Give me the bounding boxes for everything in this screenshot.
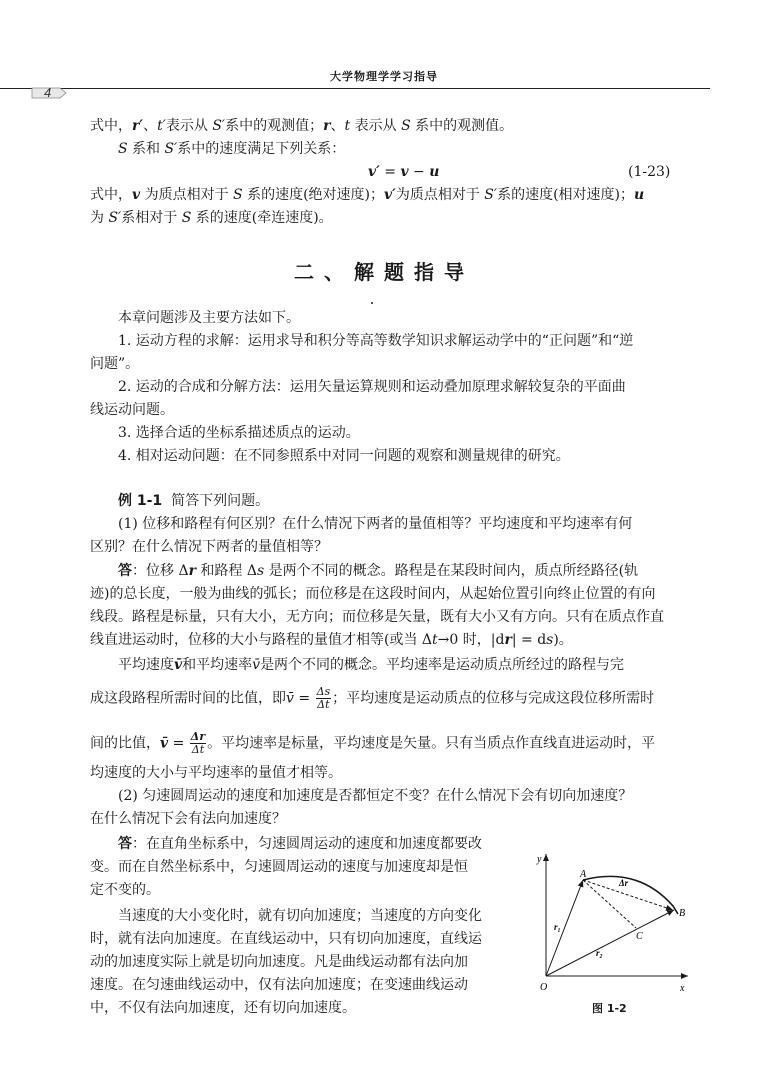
r1-vector bbox=[546, 880, 583, 976]
label-y: y bbox=[537, 854, 542, 865]
question-1-line-2: 区别？在什么情况下两者的量值相等？ bbox=[90, 539, 328, 555]
answer-2-line-4: 当速度的大小变化时，就有切向加速度；当速度的方向变化 bbox=[118, 908, 482, 924]
answer-2-line-3: 定不变的。 bbox=[90, 882, 160, 898]
label-b: B bbox=[679, 908, 686, 919]
figure-caption: 图 1-2 bbox=[592, 1002, 627, 1015]
answer-label: 答 bbox=[118, 563, 132, 579]
answer-2-label: 答 bbox=[118, 836, 132, 852]
question-2-line-1: (2) 匀速圆周运动的速度和加速度是否都恒定不变？在什么情况下会有切向加速度？ bbox=[118, 788, 633, 804]
question-2-line-2: 在什么情况下会有法向加速度？ bbox=[90, 811, 286, 827]
page-number: 4 bbox=[44, 85, 52, 100]
equation-number: (1-23) bbox=[628, 164, 671, 180]
answer-2-line-7: 速度。在匀速曲线运动中，仅有法向加速度；在变速曲线运动 bbox=[90, 977, 468, 993]
page-number-badge bbox=[30, 80, 70, 106]
answer-2-line-5: 时，就有法向加速度。在直线运动中，只有切向加速度，直线运 bbox=[90, 931, 482, 947]
answer-2-line-6: 动的加速度实际上就是切向加速度。凡是曲线运动都有法向加 bbox=[90, 954, 468, 970]
figure-1-2 bbox=[528, 848, 703, 1000]
label-a: A bbox=[580, 869, 587, 880]
question-1-line-1: (1) 位移和路程有何区别？在什么情况下两者的量值相等？平均速度和平均速率有何 bbox=[118, 516, 633, 532]
answer-1-line-3: 线段。路程是标量，只有大小，无方向；而位移是矢量，既有大小又有方向。只有在质点作直 bbox=[90, 609, 664, 625]
answer-1-line-4: 线直进运动时，位移的大小与路程的量值才相等(或当 Δt→0 时，|dr| = ds)。 bbox=[90, 632, 573, 648]
paragraph-2-line-1: 平均速度v̄和平均速率v̄是两个不同的概念。平均速率是运动质点所经过的路程与完 bbox=[118, 657, 625, 673]
r2-vector bbox=[546, 910, 674, 976]
answer-2-line-1: 答：在直角坐标系中，匀速圆周运动的速度和加速度都要改 bbox=[118, 836, 482, 852]
equation-1-23: v′ = v − u bbox=[368, 164, 440, 180]
intro-line-4: 为 S′系相对于 S 系的速度(牵连速度)。 bbox=[90, 210, 333, 226]
intro-line-2: S 系和 S′系中的速度满足下列关系： bbox=[118, 141, 346, 157]
method-4: 4. 相对运动问题：在不同参照系中对同一问题的观察和测量规律的研究。 bbox=[118, 448, 570, 464]
header-rule bbox=[0, 88, 710, 89]
paragraph-2-line-2: 成这段路程所需时间的比值，即v̄ = $\frac{\Delta s}{\Delta t}$ ；平均速度是运动质点的位移与完成这段位移所需时 bbox=[90, 685, 655, 711]
methods-intro: 本章问题涉及主要方法如下。 bbox=[118, 310, 300, 326]
method-3: 3. 选择合适的坐标系描述质点的运动。 bbox=[118, 425, 360, 441]
intro-line-3: 式中，v 为质点相对于 S 系的速度(绝对速度)；v′为质点相对于 S′系的速度(相对速度)；u bbox=[90, 187, 645, 203]
label-r2: r₂ bbox=[596, 948, 603, 958]
label-o: O bbox=[540, 982, 548, 993]
stray-dot bbox=[371, 302, 373, 304]
label-x: x bbox=[680, 983, 685, 994]
example-title: 例 1-1 简答下列问题。 bbox=[118, 493, 270, 509]
answer-1-line-2: 迹)的总长度，一般为曲线的弧长；而位移是在这段时间内，从起始位置引向终止位置的有向 bbox=[90, 586, 656, 602]
label-r1: r₁ bbox=[554, 922, 561, 932]
answer-2-line-8: 中，不仅有法向加速度，还有切向加速度。 bbox=[90, 1000, 356, 1016]
intro-line-1: 式中，r′、t′表示从 S′系中的观测值；r、t 表示从 S 系中的观测值。 bbox=[90, 118, 514, 134]
trajectory-curve bbox=[583, 876, 678, 914]
section-heading: 二、解题指导 bbox=[294, 260, 474, 284]
paragraph-2-line-3: 间的比值，v̄ = $\frac{\Delta r}{\Delta t}$ 。平均速率是标量，平均速度是矢量。只有当质点作直线直进运动时，平 bbox=[90, 730, 656, 756]
method-2-line-2: 线运动问题。 bbox=[90, 402, 174, 418]
fraction-ds-dt: $\frac{\Delta s}{\Delta t}$ bbox=[316, 685, 331, 711]
label-c: C bbox=[636, 931, 643, 942]
answer-2-line-2: 变。而在自然坐标系中，匀速圆周运动的速度与加速度却是恒 bbox=[90, 859, 468, 875]
answer-1-line-1: 答：位移 Δr 和路程 Δs 是两个不同的概念。路程是在某段时间内，质点所经路径(轨 bbox=[118, 563, 639, 579]
method-2-line-1: 2. 运动的合成和分解方法：运用矢量运算规则和运动叠加原理求解较复杂的平面曲 bbox=[118, 379, 626, 395]
method-1-line-1: 1. 运动方程的求解：运用求导和积分等高等数学知识求解运动学中的“正问题”和“逆 bbox=[118, 333, 634, 349]
running-title: 大学物理学学习指导 bbox=[330, 70, 438, 83]
paragraph-2-line-4: 均速度的大小与平均速率的量值才相等。 bbox=[90, 765, 342, 781]
example-label: 例 1-1 bbox=[118, 493, 163, 509]
method-1-line-2: 问题”。 bbox=[90, 356, 140, 372]
label-delta-r: Δr bbox=[619, 878, 629, 888]
fraction-dr-dt: $\frac{\Delta r}{\Delta t}$ bbox=[190, 730, 206, 756]
